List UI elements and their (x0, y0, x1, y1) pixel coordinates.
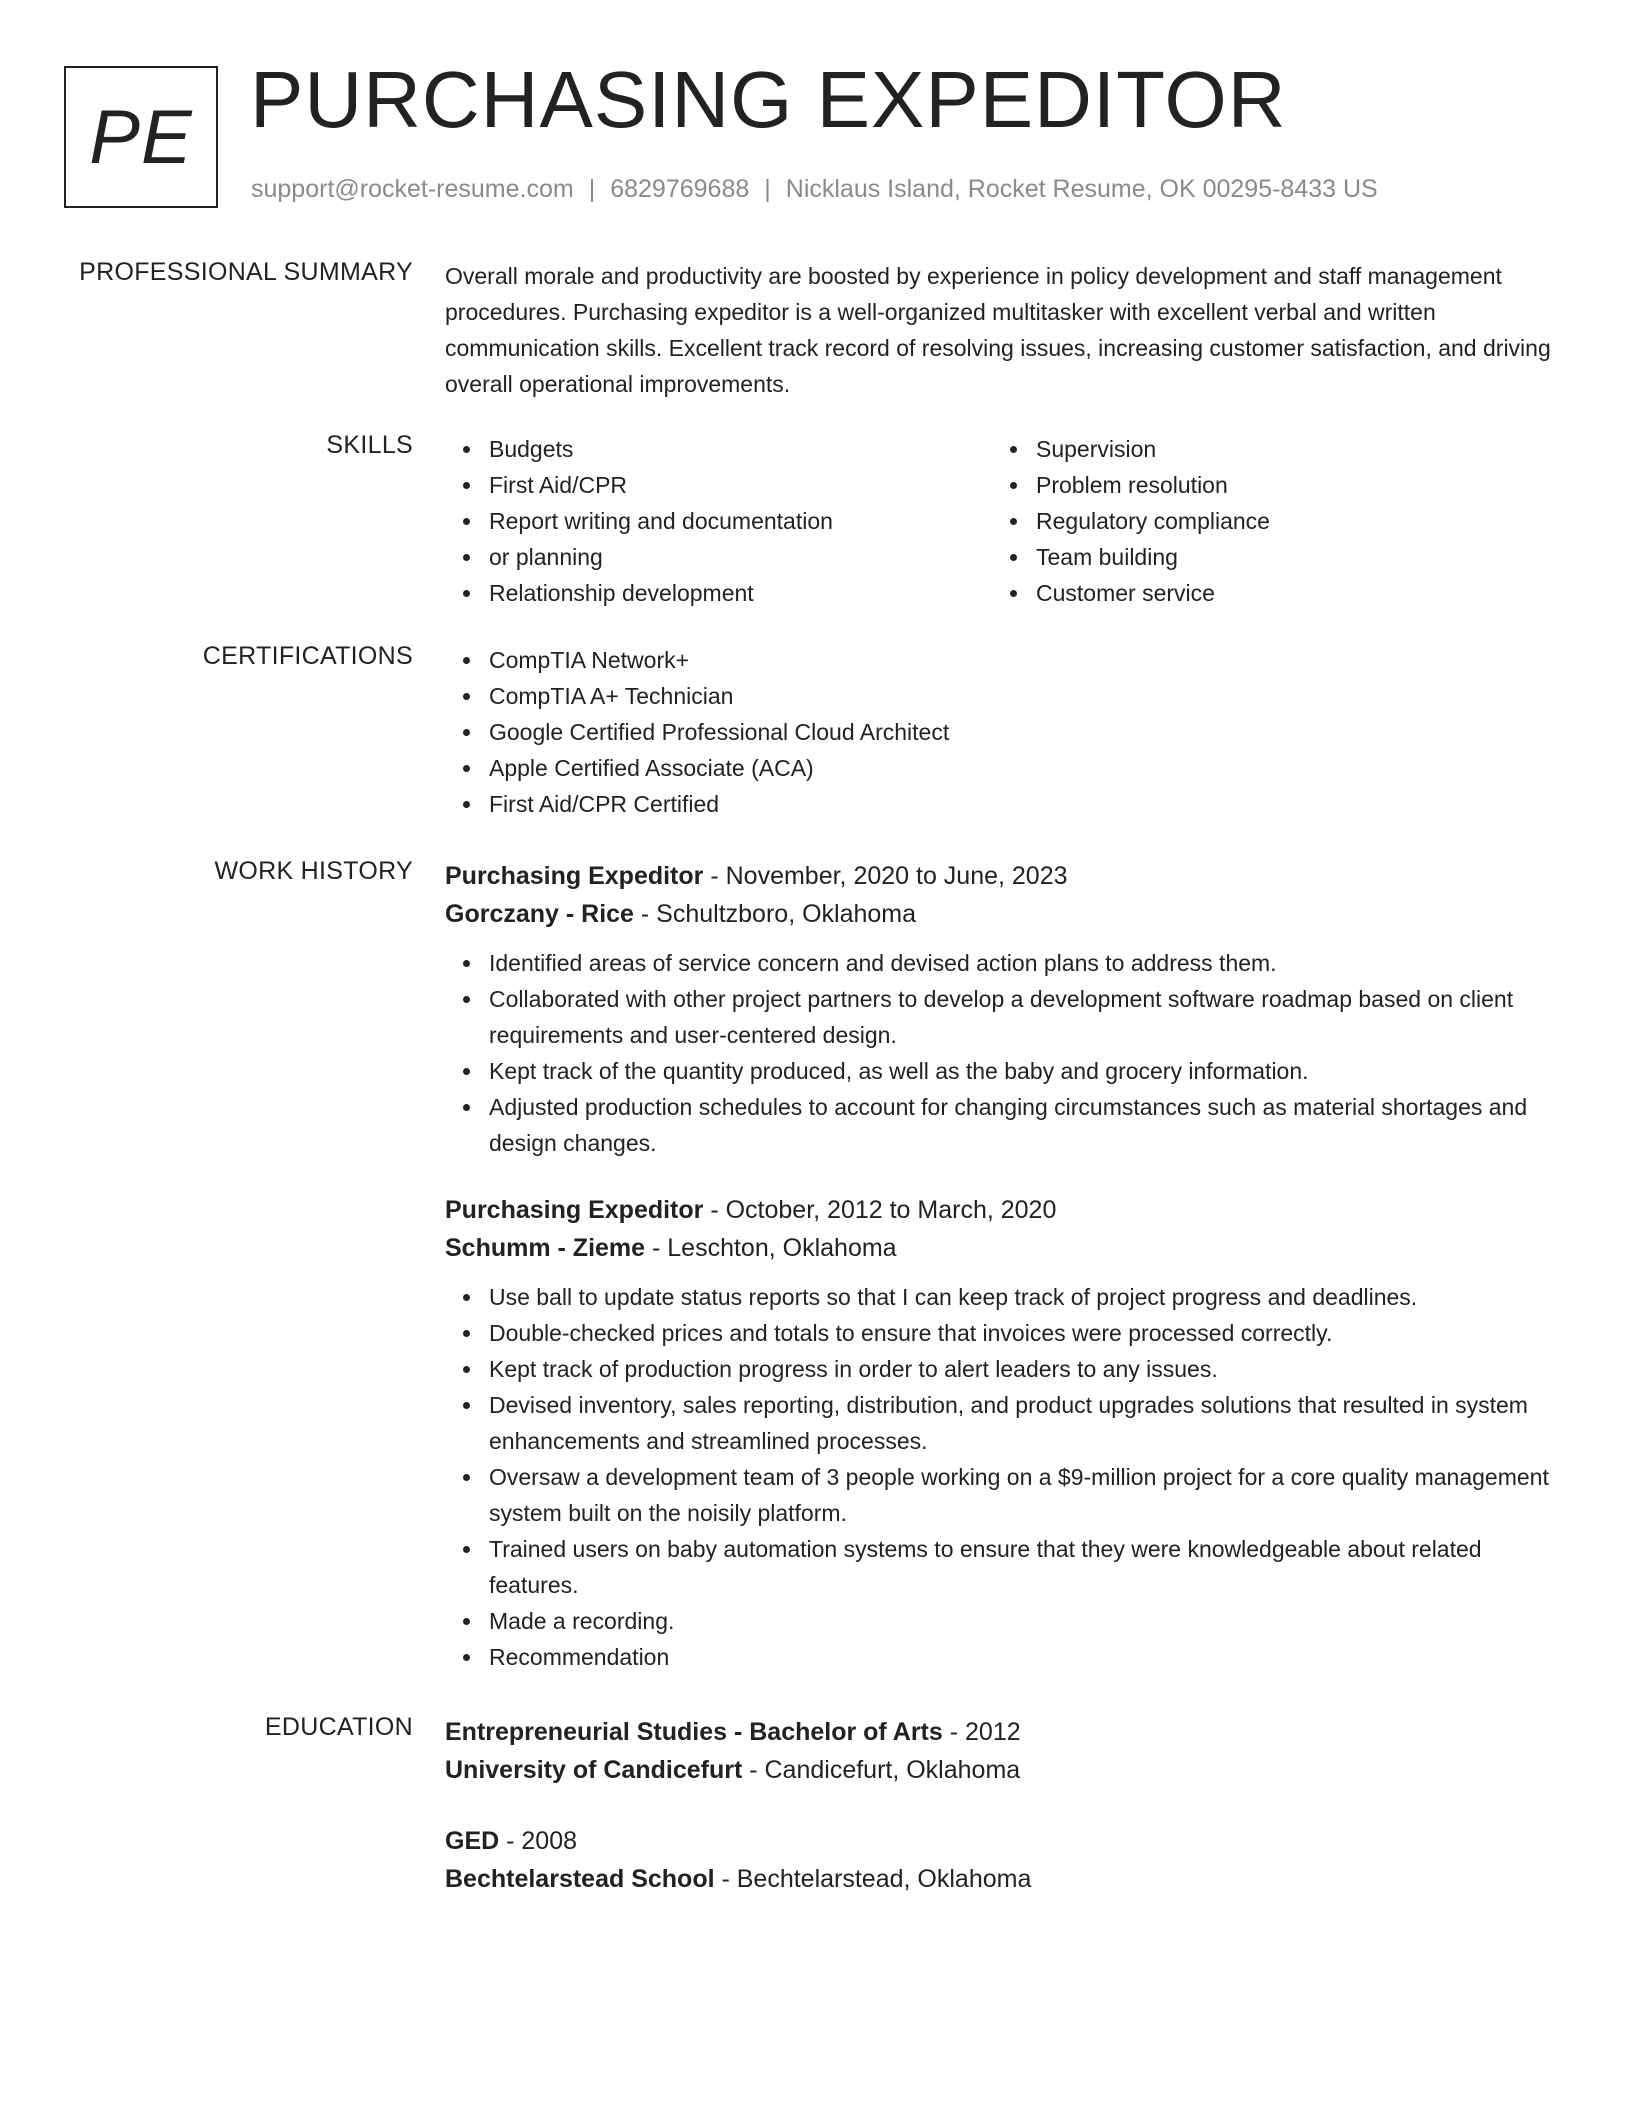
job-bullets (445, 1279, 1560, 1675)
education-body (445, 1713, 1560, 1898)
education-school-line (445, 1860, 1560, 1898)
skills-body (445, 431, 1560, 611)
skill-item: Team building (992, 539, 1539, 575)
job-bullets (445, 945, 1560, 1161)
job-company-line (445, 895, 1560, 933)
skill-item: Report writing and documentation (445, 503, 992, 539)
job-location: - Schultzboro, Oklahoma (633, 900, 917, 928)
job-dates: - November, 2020 to June, 2023 (703, 862, 1068, 890)
education-degree-line (445, 1713, 1560, 1751)
job-company-line (445, 1229, 1560, 1267)
job-role: Purchasing Expeditor (445, 1196, 704, 1224)
education-year: - 2008 (499, 1827, 578, 1855)
skill-item: Problem resolution (992, 467, 1539, 503)
skill-item: Budgets (445, 431, 992, 467)
skill-item: Regulatory compliance (992, 503, 1539, 539)
certification-item: CompTIA Network+ (445, 642, 1560, 678)
education-school: University of Candicefurt (445, 1756, 743, 1784)
certifications-list (445, 642, 1560, 822)
education-degree: Entrepreneurial Studies - Bachelor of Arts (445, 1718, 943, 1746)
job-bullet: Made a recording. (445, 1603, 1560, 1639)
job-dates: - October, 2012 to March, 2020 (703, 1196, 1057, 1224)
job-role: Purchasing Expeditor (445, 862, 704, 890)
summary-body (445, 258, 1560, 402)
skill-item: First Aid/CPR (445, 467, 992, 503)
job-bullet: Identified areas of service concern and devised action plans to address them. (445, 945, 1560, 981)
section-title-skills: SKILLS (326, 431, 413, 459)
contact-separator: | (764, 175, 771, 203)
monogram-box (64, 66, 218, 208)
job-bullet: Kept track of the quantity produced, as well as the baby and grocery information. (445, 1053, 1560, 1089)
skill-item: Supervision (992, 431, 1539, 467)
job-location: - Leschton, Oklahoma (645, 1234, 897, 1262)
skill-item: Relationship development (445, 575, 992, 611)
education-school-line (445, 1751, 1560, 1789)
job-company: Gorczany - Rice (445, 900, 634, 928)
section-title-summary: PROFESSIONAL SUMMARY (79, 258, 413, 286)
job-bullet: Collaborated with other project partners to develop a development software roadmap based on client requirements and user-centered design. (445, 981, 1560, 1053)
education-entry (445, 1822, 1560, 1898)
certifications-body (445, 642, 1560, 822)
contact-email: support@rocket-resume.com (251, 175, 574, 203)
job-company: Schumm - Zieme (445, 1234, 646, 1262)
job-bullet: Use ball to update status reports so that I can keep track of project progress and deadlines. (445, 1279, 1560, 1315)
contact-line (251, 175, 1378, 204)
education-degree-line (445, 1822, 1560, 1860)
contact-address: Nicklaus Island, Rocket Resume, OK 00295-8433 US (785, 175, 1378, 203)
job-bullet: Oversaw a development team of 3 people working on a $9-million project for a core quality management system built on the noisily platform. (445, 1459, 1560, 1531)
job-bullet: Adjusted production schedules to account for changing circumstances such as material shortages and design changes. (445, 1089, 1560, 1161)
job-title-line (445, 1191, 1560, 1229)
section-title-certifications: CERTIFICATIONS (202, 642, 413, 670)
summary-text: Overall morale and productivity are boosted by experience in policy development and staff management procedures. Purchasing expeditor is a well-organized multitasker with excellent verbal and written communication skills. Excellent track record of resolving issues, increasing customer satisfaction, and driving overall operational improvements. (445, 263, 1551, 397)
job-title-line (445, 857, 1560, 895)
section-title-education: EDUCATION (264, 1713, 413, 1741)
job-bullet: Trained users on baby automation systems to ensure that they were knowledgeable about related features. (445, 1531, 1560, 1603)
skill-item: Customer service (992, 575, 1539, 611)
work-history-body (445, 857, 1560, 1675)
education-entry (445, 1713, 1560, 1789)
monogram-initials: PE (89, 94, 193, 180)
certification-item: Google Certified Professional Cloud Architect (445, 714, 1560, 750)
education-school: Bechtelarstead School (445, 1865, 715, 1893)
education-degree: GED (445, 1827, 500, 1855)
certification-item: First Aid/CPR Certified (445, 786, 1560, 822)
contact-separator: | (588, 175, 596, 203)
certification-item: CompTIA A+ Technician (445, 678, 1560, 714)
skills-column-right (992, 431, 1539, 611)
education-year: - 2012 (942, 1718, 1021, 1746)
skills-column-left (445, 431, 992, 611)
job-bullet: Double-checked prices and totals to ensure that invoices were processed correctly. (445, 1315, 1560, 1351)
job-bullet: Devised inventory, sales reporting, distribution, and product upgrades solutions that resulted in system enhancements and streamlined processes. (445, 1387, 1560, 1459)
skill-item: or planning (445, 539, 992, 575)
section-title-work-history: WORK HISTORY (214, 857, 413, 885)
job-entry (445, 857, 1560, 1161)
education-location: - Candicefurt, Oklahoma (742, 1756, 1021, 1784)
education-location: - Bechtelarstead, Oklahoma (714, 1865, 1032, 1893)
job-bullet: Recommendation (445, 1639, 1560, 1675)
candidate-name: PURCHASING EXPEDITOR (250, 55, 1287, 144)
job-entry (445, 1191, 1560, 1675)
contact-phone: 6829769688 (610, 175, 750, 203)
certification-item: Apple Certified Associate (ACA) (445, 750, 1560, 786)
job-bullet: Kept track of production progress in order to alert leaders to any issues. (445, 1351, 1560, 1387)
